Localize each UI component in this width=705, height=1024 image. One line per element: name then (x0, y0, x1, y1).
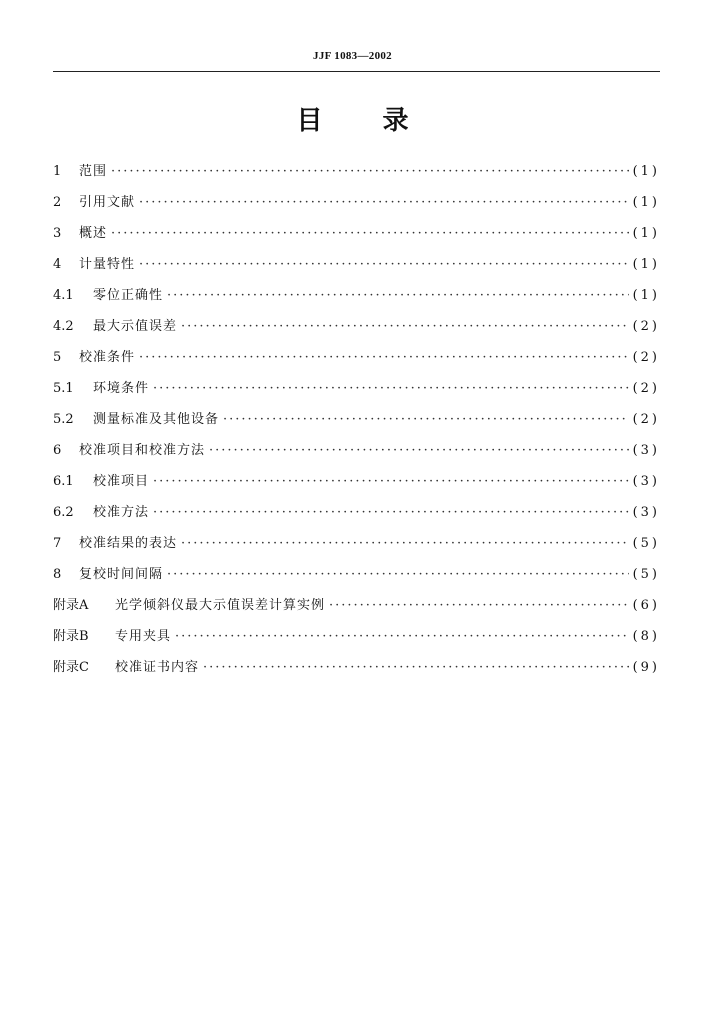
toc-entry[interactable] (53, 627, 660, 658)
toc-dot-leader (203, 658, 629, 678)
toc-entry-number: 附录B (53, 629, 89, 644)
toc-entry[interactable] (53, 193, 660, 224)
toc-entry-number: 7 (53, 536, 62, 551)
toc-dot-leader (167, 565, 629, 585)
toc-entry-number: 1 (53, 164, 62, 179)
toc-dot-leader (111, 224, 629, 244)
toc-entry[interactable] (53, 534, 660, 565)
toc-entry-label: 校准结果的表达 (79, 536, 178, 551)
toc-entry-page: (1) (632, 226, 660, 241)
toc-entry[interactable] (53, 286, 660, 317)
toc-entry[interactable] (53, 162, 660, 193)
toc-entry-number: 2 (53, 195, 62, 210)
toc-entry-number: 5.1 (53, 381, 74, 396)
toc-entry[interactable] (53, 348, 660, 379)
toc-entry-label: 概述 (79, 226, 108, 241)
toc-entry-number: 4.2 (53, 319, 74, 334)
toc-entry-label: 校准项目 (93, 474, 150, 489)
toc-entry-number: 6.2 (53, 505, 74, 520)
toc-dot-leader (139, 348, 629, 368)
toc-entry-page: (3) (632, 505, 660, 520)
toc-entry-page: (2) (632, 319, 660, 334)
toc-entry[interactable] (53, 255, 660, 286)
toc-dot-leader (139, 255, 629, 275)
toc-entry[interactable] (53, 441, 660, 472)
toc-entry-page: (3) (632, 443, 660, 458)
toc-entry-label: 专用夹具 (115, 629, 172, 644)
toc-entry-number: 3 (53, 226, 62, 241)
toc-dot-leader (223, 410, 629, 430)
toc-entry[interactable] (53, 472, 660, 503)
page-title-char-1: 目 (296, 106, 323, 136)
toc-entry-label: 零位正确性 (93, 288, 164, 303)
toc-entry[interactable] (53, 596, 660, 627)
toc-entry[interactable] (53, 503, 660, 534)
toc-entry-page: (2) (632, 350, 660, 365)
toc-entry-number: 4.1 (53, 288, 74, 303)
toc-entry-label: 计量特性 (79, 257, 136, 272)
toc-entry-label: 校准项目和校准方法 (79, 443, 206, 458)
toc-entry[interactable] (53, 565, 660, 596)
toc-dot-leader (175, 627, 629, 647)
header-rule (53, 71, 660, 72)
toc-entry-page: (5) (632, 567, 660, 582)
toc-entry-page: (3) (632, 474, 660, 489)
page-title (0, 100, 705, 137)
toc-entry[interactable] (53, 410, 660, 441)
toc-dot-leader (181, 534, 629, 554)
toc-entry-number: 附录C (53, 660, 89, 675)
toc-entry-page: (2) (632, 412, 660, 427)
toc-entry-number: 4 (53, 257, 62, 272)
toc-entry-page: (1) (632, 195, 660, 210)
toc-entry-number: 6 (53, 443, 62, 458)
toc-entry-label: 范围 (79, 164, 108, 179)
standard-code: JJF 1083—2002 (313, 50, 392, 62)
toc-entry[interactable] (53, 379, 660, 410)
toc-entry-page: (1) (632, 288, 660, 303)
toc-entry[interactable] (53, 224, 660, 255)
page-title-char-2: 录 (382, 106, 409, 136)
toc-dot-leader (153, 379, 629, 399)
toc-dot-leader (139, 193, 629, 213)
toc-entry-page: (1) (632, 257, 660, 272)
toc-entry-label: 复校时间间隔 (79, 567, 164, 582)
toc-entry-number: 5.2 (53, 412, 74, 427)
toc-dot-leader (153, 503, 629, 523)
toc-entry-page: (9) (632, 660, 660, 675)
toc-entry-page: (2) (632, 381, 660, 396)
toc-dot-leader (209, 441, 629, 461)
toc-dot-leader (181, 317, 629, 337)
toc-entry-label: 校准方法 (93, 505, 150, 520)
table-of-contents (53, 162, 660, 689)
toc-dot-leader (167, 286, 629, 306)
toc-entry-page: (8) (632, 629, 660, 644)
toc-entry-label: 测量标准及其他设备 (93, 412, 220, 427)
toc-entry-label: 光学倾斜仪最大示值误差计算实例 (115, 598, 326, 613)
toc-entry-number: 5 (53, 350, 62, 365)
toc-entry[interactable] (53, 658, 660, 689)
toc-entry-label: 最大示值误差 (93, 319, 178, 334)
toc-entry-label: 校准条件 (79, 350, 136, 365)
toc-dot-leader (329, 596, 629, 616)
toc-entry-page: (6) (632, 598, 660, 613)
toc-entry-label: 校准证书内容 (115, 660, 200, 675)
toc-entry-label: 引用文献 (79, 195, 136, 210)
toc-entry-number: 附录A (53, 598, 89, 613)
toc-entry-page: (1) (632, 164, 660, 179)
toc-entry-label: 环境条件 (93, 381, 150, 396)
toc-entry-page: (5) (632, 536, 660, 551)
toc-entry-number: 6.1 (53, 474, 74, 489)
toc-entry[interactable] (53, 317, 660, 348)
toc-dot-leader (111, 162, 629, 182)
toc-entry-number: 8 (53, 567, 62, 582)
toc-dot-leader (153, 472, 629, 492)
